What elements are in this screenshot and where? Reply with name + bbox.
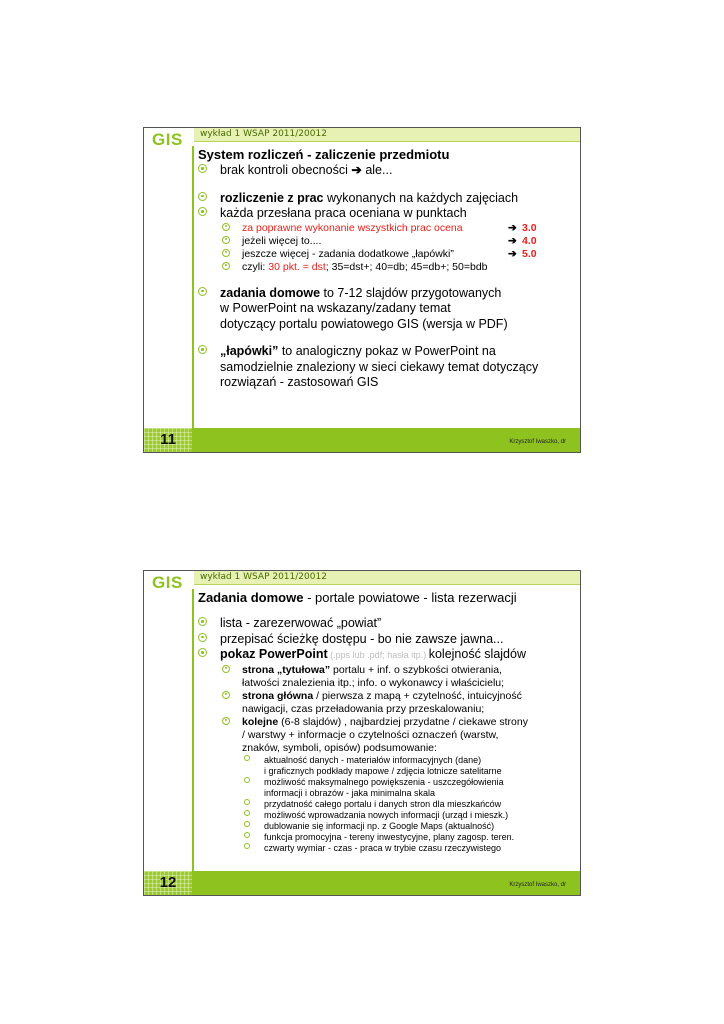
sub-bullet-item: strona główna / pierwsza z mapą + czytelność, intuicyjność nawigacji, czas przeładowania przy przeskalowaniu; [198, 690, 574, 716]
bullet-icon [222, 717, 230, 725]
ring-bullet-icon [244, 755, 250, 761]
bullet-icon [198, 633, 207, 642]
slide-header [194, 571, 580, 585]
sub-sub-item: dublowanie się informacji np. z Google Maps (aktualność) [198, 821, 574, 832]
arrow-icon: ➔ [351, 163, 362, 177]
bullet-icon [222, 249, 230, 257]
bullet-item: zadania domowe to 7-12 slajdów przygotowanych w PowerPoint na wskazany/zadany temat dotyczący portalu powiatowego GIS (wersja w PDF) [198, 286, 574, 333]
slide-footer [144, 871, 580, 895]
score-item: jeszcze więcej - zadania dodatkowe „łapówki” ➔ 5.0 [198, 248, 574, 261]
slide-content [198, 589, 574, 854]
slide-header [194, 128, 580, 142]
grade-value: 3.0 [522, 221, 537, 234]
slide-title: Zadania domowe - portale powiatowe - lista rezerwacji [198, 590, 517, 605]
arrow-icon: ➔ [508, 247, 517, 260]
arrow-icon: ➔ [508, 221, 517, 234]
bullet-item: „łapówki” to analogiczny pokaz w PowerPoint na samodzielnie znaleziony w sieci ciekawy temat dotyczący rozwiązań - zastosowań GIS [198, 344, 574, 391]
score-item: jeżeli więcej to.... ➔ 4.0 [198, 235, 574, 248]
slide-11 [143, 127, 581, 453]
bullet-item: brak kontroli obecności ➔ ale... [198, 163, 574, 179]
sub-sub-item: możliwość wprowadzania nowych informacji (urząd i mieszk.) [198, 810, 574, 821]
bullet-icon [198, 164, 207, 173]
bullet-icon [198, 617, 207, 626]
bullet-icon [222, 665, 230, 673]
bullet-icon [222, 223, 230, 231]
sub-sub-item: czwarty wymiar - czas - praca w trybie czasu rzeczywistego [198, 843, 574, 854]
bullet-icon [222, 236, 230, 244]
sub-sub-item: aktualność danych - materiałów informacyjnych (dane) i graficznych podkłady mapowe / zdjęcia lotnicze satelitarne [198, 755, 574, 777]
page-number: 12 [144, 871, 192, 895]
bullet-icon [198, 192, 207, 201]
header-text: wykład 1 WSAP 2011/20012 [200, 129, 327, 139]
sub-bullet-item: kolejne (6-8 slajdów) , najbardziej przydatne / ciekawe strony / warstwy + informacje o czytelności oznaczeń (warstw, znaków, symboli, opisów) podsumowanie: [198, 716, 574, 755]
bullet-icon [198, 287, 207, 296]
bullet-item: przepisać ścieżkę dostępu - bo nie zawsze jawna... [198, 632, 574, 648]
bullet-icon [198, 345, 207, 354]
sub-bullet-item: strona „tytułowa” portalu + inf. o szybkości otwierania, łatwości znalezienia itp.; info. o wykonawcy i właścicielu; [198, 664, 574, 690]
bullet-icon [222, 691, 230, 699]
gis-logo: GIS [152, 573, 183, 592]
bullet-item: pokaz PowerPoint (.pps lub .pdf; hasła itp.) kolejność slajdów [198, 647, 574, 664]
page-number: 11 [144, 428, 192, 452]
bullet-item: rozliczenie z prac wykonanych na każdych zajęciach [198, 191, 574, 207]
divider-line [192, 146, 194, 428]
grade-value: 4.0 [522, 234, 537, 247]
bullet-icon [222, 262, 230, 270]
slide-footer [144, 428, 580, 452]
bullet-icon [198, 207, 207, 216]
author-label: Krzysztof Iwaszko, dr [509, 439, 566, 445]
ring-bullet-icon [244, 799, 250, 805]
ring-bullet-icon [244, 843, 250, 849]
ring-bullet-icon [244, 777, 250, 783]
slide-content [198, 146, 574, 391]
header-text: wykład 1 WSAP 2011/20012 [200, 572, 327, 582]
score-summary: czyli: 30 pkt. = dst; 35=dst+; 40=db; 45=db+; 50=bdb [198, 261, 574, 274]
grade-value: 5.0 [522, 247, 537, 260]
gis-logo: GIS [152, 130, 183, 149]
score-item: za poprawne wykonanie wszystkich prac ocena ➔ 3.0 [198, 222, 574, 235]
sidebar [144, 128, 194, 452]
bullet-item: każda przesłana praca oceniana w punktach [198, 206, 574, 222]
bullet-icon [198, 648, 207, 657]
ring-bullet-icon [244, 821, 250, 827]
arrow-icon: ➔ [508, 234, 517, 247]
sidebar [144, 571, 194, 895]
author-label: Krzysztof Iwaszko, dr [509, 882, 566, 888]
ring-bullet-icon [244, 832, 250, 838]
sub-sub-item: przydatność całego portalu i danych stron dla mieszkańców [198, 799, 574, 810]
slide-title: System rozliczeń - zaliczenie przedmiotu [198, 147, 450, 162]
sub-sub-item: możliwość maksymalnego powiększenia - uszczegółowienia informacji i obrazów - jaka minimalna skala [198, 777, 574, 799]
slide-12 [143, 570, 581, 896]
sub-sub-item: funkcja promocyjna - tereny inwestycyjne, plany zagosp. teren. [198, 832, 574, 843]
ring-bullet-icon [244, 810, 250, 816]
divider-line [192, 589, 194, 871]
bullet-item: lista - zarezerwować „powiat” [198, 616, 574, 632]
